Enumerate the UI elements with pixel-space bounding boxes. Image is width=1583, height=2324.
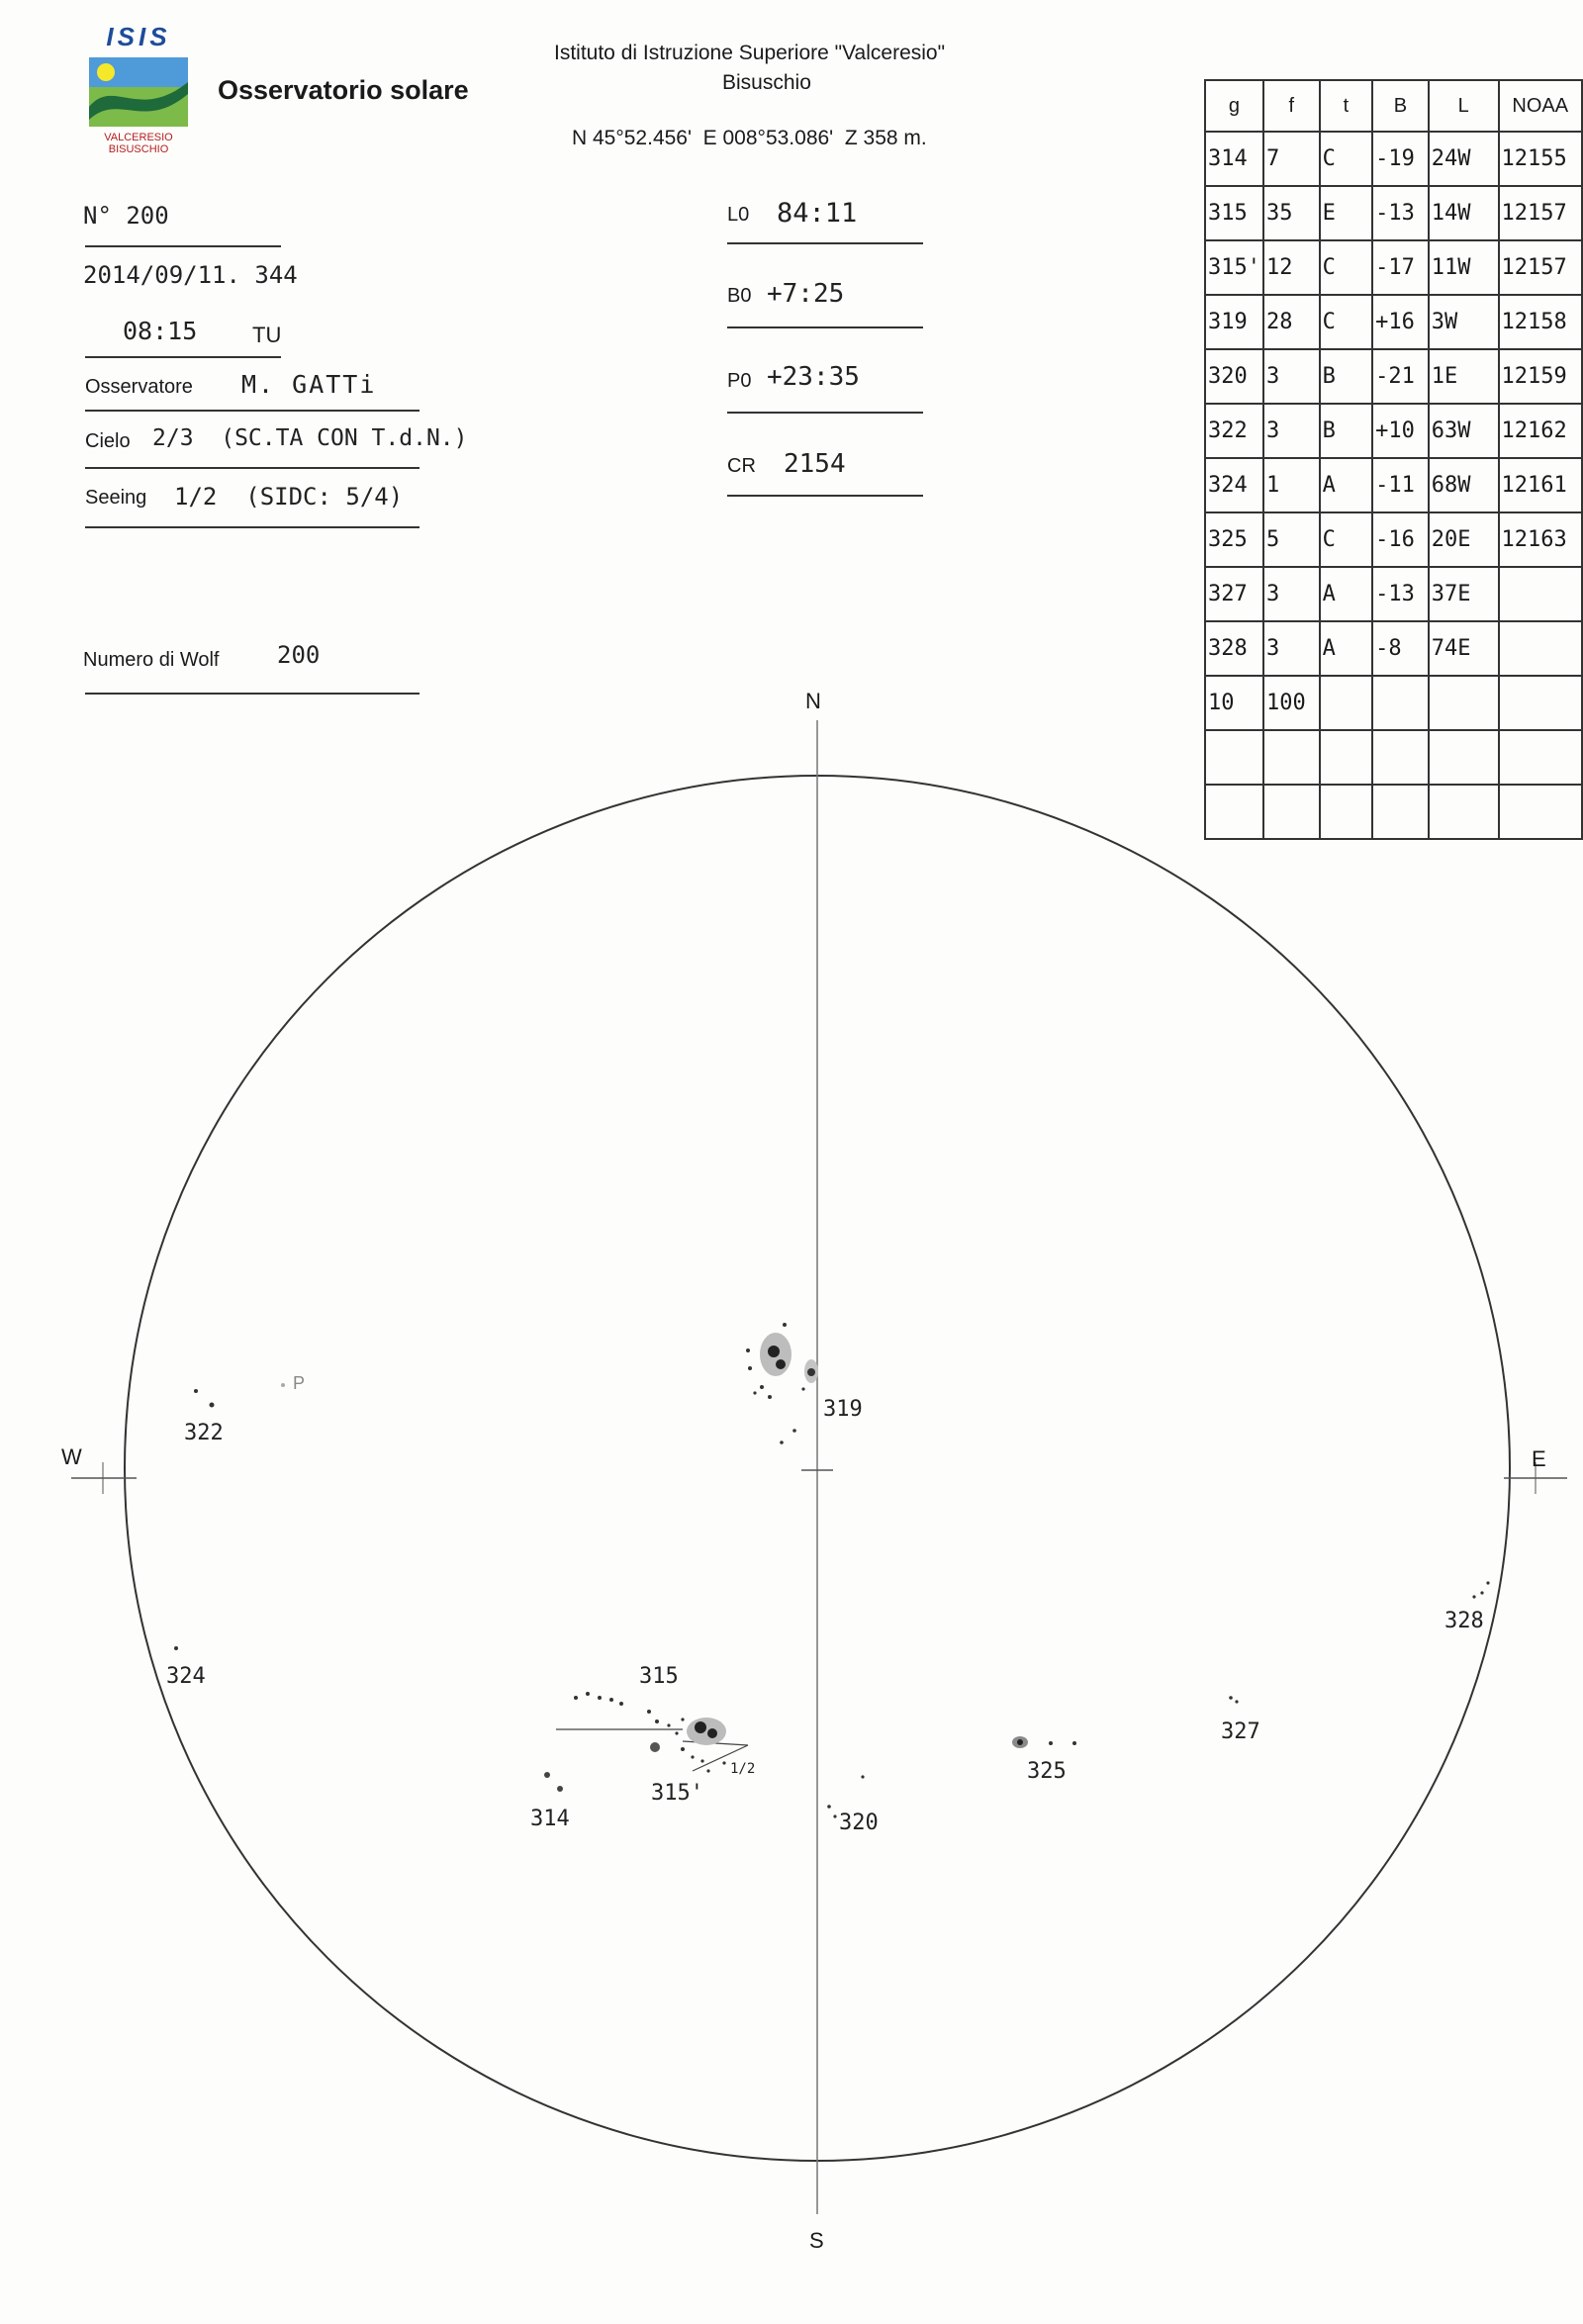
- table-cell: 322: [1205, 404, 1263, 458]
- table-cell: -19: [1372, 132, 1429, 186]
- observer-name: M. GATTi: [241, 370, 377, 399]
- p0-label: P0: [727, 370, 752, 392]
- table-cell: -8: [1372, 621, 1429, 676]
- table-cell: 12155: [1499, 132, 1582, 186]
- time-unit: TU: [252, 323, 282, 347]
- table-cell: 74E: [1429, 621, 1499, 676]
- table-cell: 12159: [1499, 349, 1582, 404]
- table-header: t: [1320, 80, 1373, 132]
- table-header: NOAA: [1499, 80, 1582, 132]
- group-label-327: 327: [1221, 1720, 1260, 1744]
- table-cell: 14W: [1429, 186, 1499, 240]
- observation-number: N° 200: [83, 202, 169, 230]
- table-cell: 63W: [1429, 404, 1499, 458]
- table-cell: 35: [1263, 186, 1320, 240]
- sunspot-group-315: [556, 1692, 748, 1773]
- cr-label: CR: [727, 455, 756, 477]
- table-cell: 12158: [1499, 295, 1582, 349]
- table-cell: 12157: [1499, 186, 1582, 240]
- table-cell: -21: [1372, 349, 1429, 404]
- b0-label: B0: [727, 285, 752, 307]
- table-cell: 12163: [1499, 512, 1582, 567]
- sunspot-group-327: [1229, 1696, 1238, 1703]
- table-cell: -11: [1372, 458, 1429, 512]
- table-cell: A: [1320, 567, 1373, 621]
- sunspot-group-325: [1012, 1736, 1076, 1748]
- table-cell: 1E: [1429, 349, 1499, 404]
- sunspot-group-324: [174, 1646, 178, 1650]
- table-cell: A: [1320, 458, 1373, 512]
- table-cell: 100: [1263, 676, 1320, 730]
- group-label-315b: 315': [651, 1781, 703, 1806]
- table-cell: A: [1320, 621, 1373, 676]
- table-header: L: [1429, 80, 1499, 132]
- table-cell: 12: [1263, 240, 1320, 295]
- table-cell: 320: [1205, 349, 1263, 404]
- table-cell: -13: [1372, 186, 1429, 240]
- wolf-value: 200: [277, 641, 321, 669]
- table-cell: -17: [1372, 240, 1429, 295]
- table-cell: 3: [1263, 567, 1320, 621]
- west-label: W: [61, 1444, 82, 1469]
- table-cell: 12162: [1499, 404, 1582, 458]
- table-cell: 7: [1263, 132, 1320, 186]
- table-cell: 324: [1205, 458, 1263, 512]
- table-cell: 12157: [1499, 240, 1582, 295]
- group-label-328: 328: [1444, 1609, 1484, 1633]
- table-cell: 10: [1205, 676, 1263, 730]
- table-cell: 314: [1205, 132, 1263, 186]
- table-cell: 319: [1205, 295, 1263, 349]
- logo-text: ISIS: [106, 22, 171, 51]
- group-label-320: 320: [839, 1811, 879, 1835]
- table-cell: 315: [1205, 186, 1263, 240]
- group-label-314: 314: [530, 1807, 570, 1831]
- sunspot-group-328: [1472, 1581, 1489, 1598]
- table-cell: 28: [1263, 295, 1320, 349]
- logo-subtitle-2: BISUSCHIO: [108, 143, 169, 155]
- institute-name: Istituto di Istruzione Superiore "Valceresio": [554, 42, 946, 64]
- table-cell: 328: [1205, 621, 1263, 676]
- sky-label: Cielo: [85, 430, 131, 452]
- table-cell: 3: [1263, 621, 1320, 676]
- sunspot-group-322: [194, 1389, 215, 1408]
- table-header: f: [1263, 80, 1320, 132]
- table-cell: 3: [1263, 404, 1320, 458]
- table-cell: E: [1320, 186, 1373, 240]
- north-label: N: [805, 689, 821, 713]
- sunspot-group-314: [544, 1772, 563, 1792]
- sky-value: 2/3 (SC.TA CON T.d.N.): [152, 425, 468, 451]
- fraction-note: 1/2: [730, 1761, 756, 1777]
- table-cell: 325: [1205, 512, 1263, 567]
- pore-mark: [281, 1383, 285, 1387]
- p0-value: +23:35: [767, 362, 860, 392]
- cr-value: 2154: [784, 449, 846, 479]
- table-cell: C: [1320, 295, 1373, 349]
- table-cell: 1: [1263, 458, 1320, 512]
- institute-town: Bisuschio: [722, 71, 811, 94]
- l0-value: 84:11: [777, 198, 858, 229]
- table-cell: -13: [1372, 567, 1429, 621]
- south-label: S: [809, 2228, 824, 2253]
- l0-label: L0: [727, 204, 750, 226]
- sunspot-group-319: [746, 1323, 818, 1444]
- table-cell: 20E: [1429, 512, 1499, 567]
- table-cell: B: [1320, 404, 1373, 458]
- group-label-324: 324: [166, 1664, 206, 1689]
- table-cell: 37E: [1429, 567, 1499, 621]
- table-cell: 24W: [1429, 132, 1499, 186]
- table-cell: -16: [1372, 512, 1429, 567]
- table-cell: 12161: [1499, 458, 1582, 512]
- table-cell: B: [1320, 349, 1373, 404]
- logo-subtitle-1: VALCERESIO: [104, 132, 173, 143]
- wolf-label: Numero di Wolf: [83, 649, 220, 671]
- table-header: B: [1372, 80, 1429, 132]
- seeing-label: Seeing: [85, 487, 147, 509]
- table-cell: 315': [1205, 240, 1263, 295]
- observation-date: 2014/09/11. 344: [83, 261, 298, 289]
- p-mark-label: P: [293, 1373, 306, 1393]
- page-title: Osservatorio solare: [218, 75, 469, 105]
- table-cell: C: [1320, 512, 1373, 567]
- table-cell: C: [1320, 240, 1373, 295]
- table-cell: +16: [1372, 295, 1429, 349]
- table-cell: +10: [1372, 404, 1429, 458]
- seeing-value: 1/2 (SIDC: 5/4): [174, 483, 404, 511]
- group-label-325: 325: [1027, 1759, 1067, 1784]
- b0-value: +7:25: [767, 279, 845, 309]
- observatory-coordinates: N 45°52.456' E 008°53.086' Z 358 m.: [572, 127, 927, 149]
- table-cell: 327: [1205, 567, 1263, 621]
- group-label-322: 322: [184, 1421, 224, 1445]
- table-cell: 3W: [1429, 295, 1499, 349]
- group-label-319: 319: [823, 1397, 863, 1422]
- observation-time: 08:15: [123, 317, 198, 345]
- group-label-315: 315: [639, 1664, 679, 1689]
- observer-label: Osservatore: [85, 376, 193, 398]
- table-cell: 68W: [1429, 458, 1499, 512]
- table-cell: C: [1320, 132, 1373, 186]
- east-label: E: [1532, 1446, 1546, 1471]
- table-cell: 5: [1263, 512, 1320, 567]
- table-cell: 11W: [1429, 240, 1499, 295]
- table-header: g: [1205, 80, 1263, 132]
- table-cell: 3: [1263, 349, 1320, 404]
